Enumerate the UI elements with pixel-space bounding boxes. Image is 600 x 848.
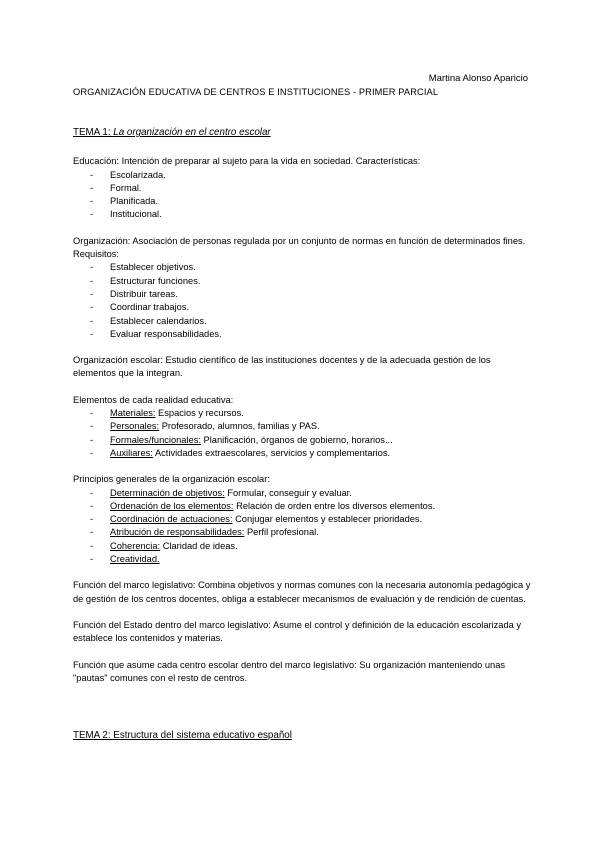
- list-item: - Auxiliares: Actividades extraescolares, servicios y complementarios.: [90, 447, 391, 458]
- tema1-title: La organización en el centro escolar: [113, 127, 271, 138]
- list-item: - Formales/funcionales: Planificación, órganos de gobierno, horarios...: [90, 434, 393, 445]
- funcion-centro-text: Función que asume cada centro escolar dentro del marco legislativo: Su organización manteniendo unas "pautas" comunes con el resto de centros.: [73, 659, 506, 683]
- educacion-list: [73, 169, 533, 222]
- list-item: - Coordinación de actuaciones: Conjugar elementos y establecer prioridades.: [90, 514, 423, 525]
- list-item: - Coherencia: Claridad de ideas.: [90, 540, 238, 551]
- list-item: - Creatividad.: [90, 554, 160, 565]
- list-item: - Determinación de objetivos: Formular, conseguir y evaluar.: [90, 487, 352, 498]
- elementos-text: Elementos de cada realidad educativa:: [73, 394, 234, 405]
- list-item: - Personales: Profesorado, alumnos, familias y PAS.: [90, 421, 320, 432]
- principios-text: Principios generales de la organización escolar:: [73, 474, 270, 485]
- list-item: - Establecer objetivos.: [90, 262, 196, 273]
- organizacion-escolar-text: Organización escolar: Estudio científico de las instituciones docentes y de la adecuada gestión de los elementos que la integran.: [73, 355, 491, 379]
- document-body: [73, 126, 533, 742]
- funcion-estado-text: Función del Estado dentro del marco legislativo: Asume el control y definición de la educación escolarizada y establece los contenidos y materias.: [73, 619, 522, 644]
- list-item: - Establecer calendarios.: [90, 315, 207, 326]
- list-item: - Institucional.: [90, 209, 162, 220]
- list-item: - Ordenación de los elementos: Relación de orden entre los diversos elementos.: [90, 500, 436, 511]
- tema2-heading: [73, 729, 533, 742]
- list-item: - Atribución de responsabilidades: Perfil profesional.: [90, 527, 319, 538]
- educacion-text: Educación: Intención de preparar al sujeto para la vida en sociedad. Características:: [73, 156, 421, 167]
- list-item: - Planificada.: [90, 196, 159, 207]
- list-item: - Distribuir tareas.: [90, 288, 178, 299]
- principios-list: [73, 487, 533, 567]
- list-item: - Formal.: [90, 182, 142, 193]
- organizacion-text: Organización: Asociación de personas regulada por un conjunto de normas en función de determinados fines. Requisitos:: [73, 235, 526, 260]
- tema2-title: TEMA 2: Estructura del sistema educativo español: [73, 730, 292, 742]
- tema1-prefix: TEMA 1:: [73, 127, 114, 138]
- organizacion-list: [73, 261, 533, 341]
- elementos-list: [73, 407, 533, 460]
- list-item: - Escolarizada.: [90, 169, 166, 180]
- list-item: - Evaluar responsabilidades.: [90, 328, 222, 339]
- author-name: Martina Alonso Aparicio: [428, 73, 528, 84]
- document-title: ORGANIZACIÓN EDUCATIVA DE CENTROS E INSTITUCIONES - PRIMER PARCIAL: [73, 87, 439, 97]
- list-item: - Materiales: Espacios y recursos.: [90, 408, 244, 419]
- list-item: - Coordinar trabajos.: [90, 302, 190, 313]
- tema1-heading: [73, 126, 533, 139]
- funcion-marco-text: Función del marco legislativo: Combina objetivos y normas comunes con la necesaria autonomía pedagógica y de gestión de los centros docentes, obliga a establecer mecanismos de evaluación y de rendición de cuentas.: [73, 580, 531, 604]
- list-item: - Estructurar funciones.: [90, 275, 201, 286]
